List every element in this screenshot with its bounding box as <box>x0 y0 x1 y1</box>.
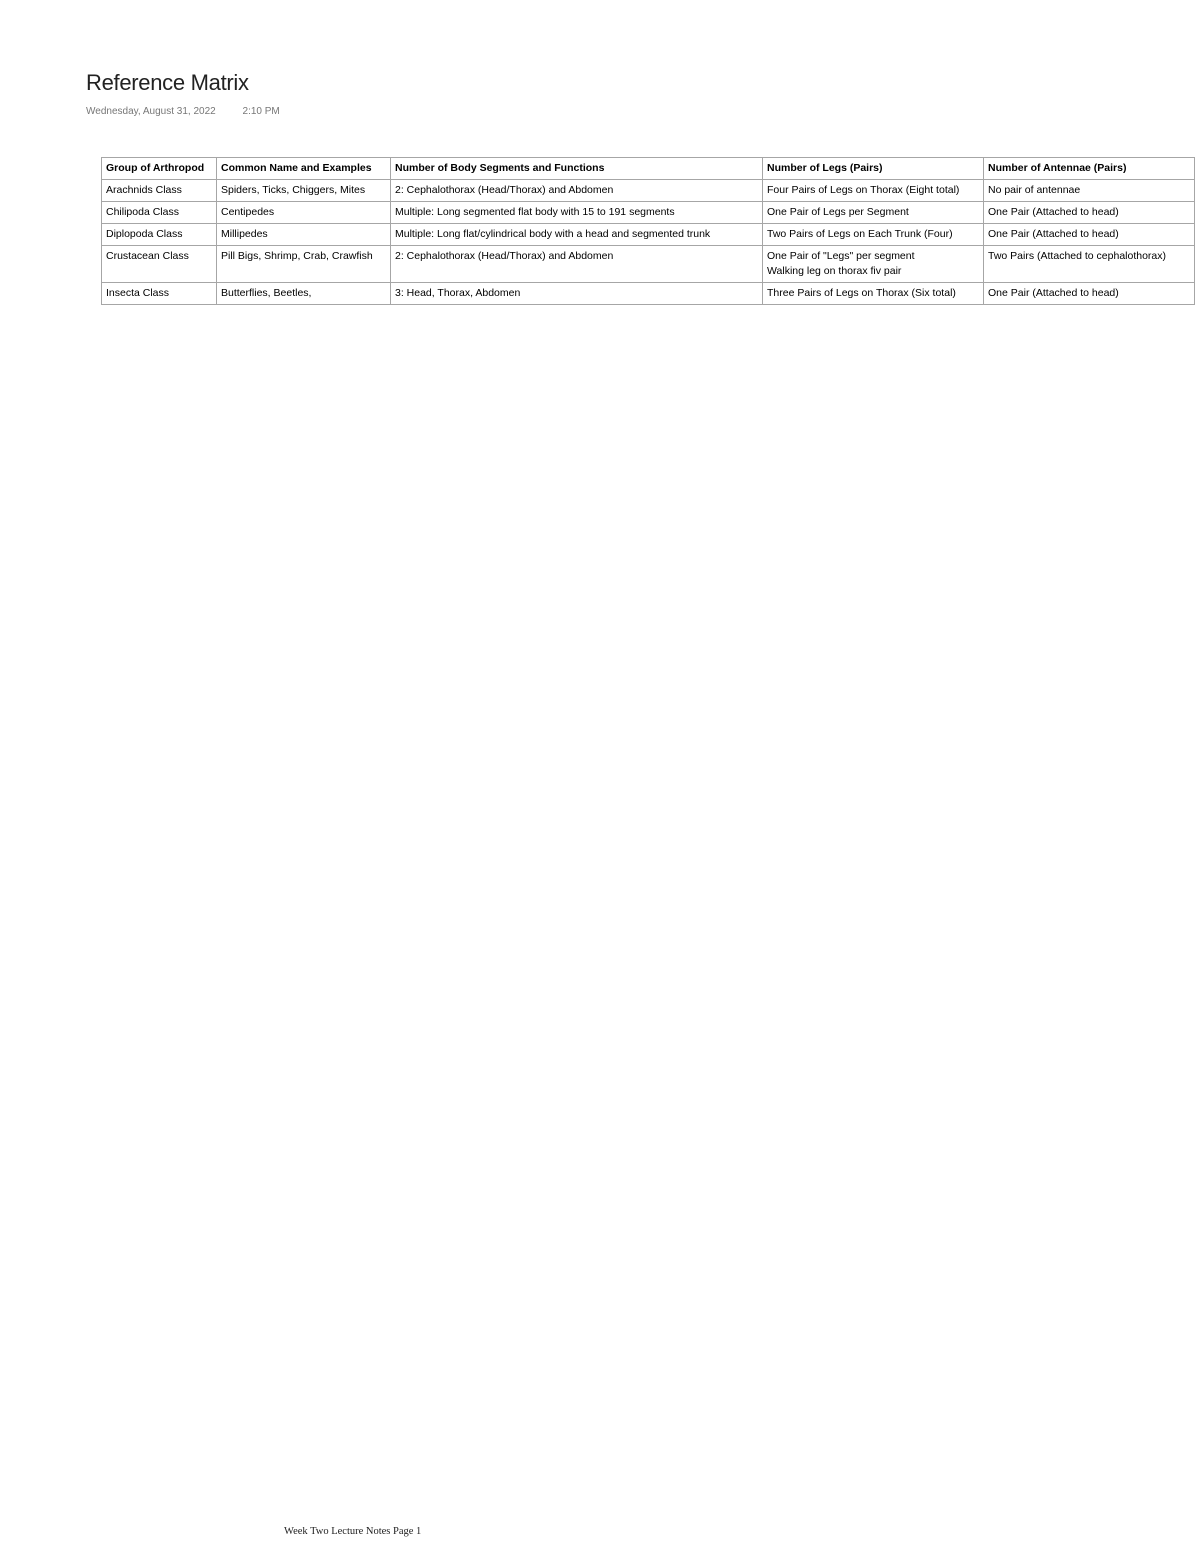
table-row <box>102 180 1195 202</box>
table-row <box>102 224 1195 246</box>
cell-group: Chilipoda Class <box>102 202 217 224</box>
header-group: Group of Arthropod <box>102 158 217 180</box>
legs-line: Three Pairs of Legs on Thorax (Six total) <box>767 287 956 299</box>
reference-matrix-table <box>101 157 1195 305</box>
cell-antennae: Two Pairs (Attached to cephalothorax) <box>984 246 1195 283</box>
header-common-name: Common Name and Examples <box>217 158 391 180</box>
cell-common-name: Millipedes <box>217 224 391 246</box>
cell-common-name: Pill Bigs, Shrimp, Crab, Crawfish <box>217 246 391 283</box>
cell-body-segments: 2: Cephalothorax (Head/Thorax) and Abdomen <box>391 180 763 202</box>
table-row <box>102 202 1195 224</box>
page-footer: Week Two Lecture Notes Page 1 <box>284 1526 422 1537</box>
cell-body-segments: 3: Head, Thorax, Abdomen <box>391 283 763 305</box>
header-body-segments: Number of Body Segments and Functions <box>391 158 763 180</box>
cell-legs <box>763 246 984 283</box>
cell-legs <box>763 224 984 246</box>
cell-legs <box>763 202 984 224</box>
legs-line: Two Pairs of Legs on Each Trunk (Four) <box>767 228 953 240</box>
cell-common-name: Butterflies, Beetles, <box>217 283 391 305</box>
cell-antennae: One Pair (Attached to head) <box>984 283 1195 305</box>
cell-antennae: One Pair (Attached to head) <box>984 224 1195 246</box>
header-legs: Number of Legs (Pairs) <box>763 158 984 180</box>
legs-line: One Pair of Legs per Segment <box>767 206 909 218</box>
cell-legs <box>763 180 984 202</box>
cell-body-segments: 2: Cephalothorax (Head/Thorax) and Abdomen <box>391 246 763 283</box>
table-row <box>102 283 1195 305</box>
cell-common-name: Spiders, Ticks, Chiggers, Mites <box>217 180 391 202</box>
cell-antennae: One Pair (Attached to head) <box>984 202 1195 224</box>
cell-antennae: No pair of antennae <box>984 180 1195 202</box>
legs-line: One Pair of "Legs" per segment <box>767 250 915 262</box>
cell-legs <box>763 283 984 305</box>
cell-body-segments: Multiple: Long flat/cylindrical body with a head and segmented trunk <box>391 224 763 246</box>
cell-group: Insecta Class <box>102 283 217 305</box>
page-time: 2:10 PM <box>242 106 280 117</box>
header-antennae: Number of Antennae (Pairs) <box>984 158 1195 180</box>
legs-line: Walking leg on thorax fiv pair <box>767 265 902 277</box>
cell-group: Diplopoda Class <box>102 224 217 246</box>
legs-line: Four Pairs of Legs on Thorax (Eight total) <box>767 184 960 196</box>
page-title: Reference Matrix <box>86 70 249 95</box>
cell-common-name: Centipedes <box>217 202 391 224</box>
cell-group: Crustacean Class <box>102 246 217 283</box>
page-meta <box>86 106 280 117</box>
page-date: Wednesday, August 31, 2022 <box>86 106 216 117</box>
cell-body-segments: Multiple: Long segmented flat body with 15 to 191 segments <box>391 202 763 224</box>
table-row <box>102 246 1195 283</box>
cell-group: Arachnids Class <box>102 180 217 202</box>
table-header-row <box>102 158 1195 180</box>
